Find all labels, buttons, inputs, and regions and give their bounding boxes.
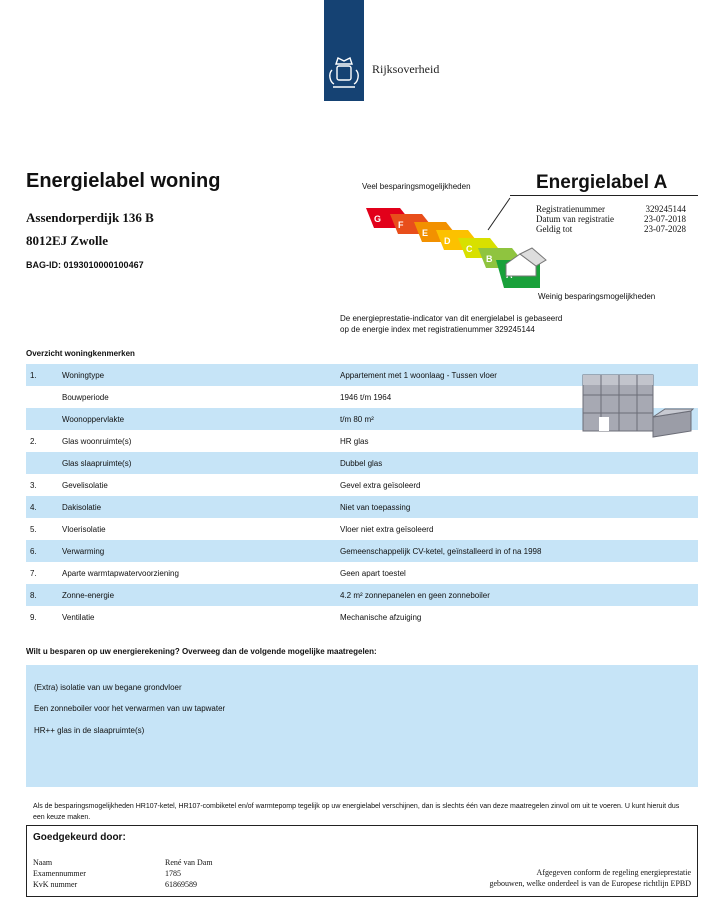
table-row: [26, 540, 698, 562]
row-value: 4.2 m² zonnepanelen en geen zonneboiler: [340, 590, 490, 600]
epbd-line-2: gebouwen, welke onderdeel is van de Europese richtlijn EPBD: [489, 879, 691, 888]
approval-value: 1785: [165, 869, 181, 878]
org-name: Rijksoverheid: [372, 62, 440, 76]
footnote: Als de besparingsmogelijkheden HR107-ketel, HR107-combiketel en/of warmtepomp tegelijk op uw energielabel verschijnen, dan is slechts één van deze maatregelen zinvol om uit te voeren. U kunt hieruit dus een keuze maken.: [33, 803, 680, 821]
apartment-building-icon: [581, 373, 695, 439]
row-number: 4.: [30, 502, 37, 512]
row-label: Dakisolatie: [62, 502, 102, 512]
measure-item: (Extra) isolatie van uw begane grondvloer: [34, 683, 182, 692]
row-label: Vloerisolatie: [62, 524, 106, 534]
approval-value: René van Dam: [165, 858, 213, 867]
row-number: 5.: [30, 524, 37, 534]
overview-heading: Overzicht woningkenmerken: [26, 349, 135, 358]
meta-value: 329245144: [645, 204, 686, 214]
row-value: HR glas: [340, 436, 369, 446]
epbd-line-1: Afgegeven conform de regeling energieprestatie: [536, 868, 691, 877]
row-label: Aparte warmtapwatervoorziening: [62, 568, 179, 578]
row-number: 7.: [30, 568, 37, 578]
meta-value: 23-07-2028: [644, 224, 686, 234]
row-label: Woningtype: [62, 370, 105, 380]
table-row: [26, 474, 698, 496]
measures-heading: Wilt u besparen op uw energierekening? Overweeg dan de volgende mogelijke maatregelen:: [26, 647, 377, 656]
label-divider: [510, 195, 698, 196]
meta-registratienummer: [536, 204, 686, 214]
row-value: Dubbel glas: [340, 458, 383, 468]
row-label: Glas woonruimte(s): [62, 436, 132, 446]
class-b-letter: B: [486, 254, 493, 264]
scale-bottom-label: Weinig besparingsmogelijkheden: [538, 292, 656, 301]
class-c-letter: C: [466, 244, 473, 254]
approval-box: [26, 825, 698, 897]
class-e-letter: E: [422, 228, 429, 238]
row-label: Woonoppervlakte: [62, 414, 125, 424]
table-row: [26, 518, 698, 540]
approval-value: 61869589: [165, 880, 197, 889]
row-number: 3.: [30, 480, 37, 490]
class-f-letter: F: [398, 220, 404, 230]
row-label: Glas slaapruimte(s): [62, 458, 132, 468]
page-title: Energielabel woning: [26, 170, 221, 192]
class-d-letter: D: [444, 236, 451, 246]
table-row: [26, 584, 698, 606]
meta-key: Datum van registratie: [536, 214, 614, 224]
measures-box: [26, 665, 698, 787]
meta-key: Geldig tot: [536, 224, 573, 234]
approval-key: KvK nummer: [33, 880, 78, 889]
ep-description: [340, 313, 620, 335]
approval-title: Goedgekeurd door:: [33, 832, 126, 843]
row-value: Gemeenschappelijk CV-ketel, geïnstalleerd in of na 1998: [340, 546, 542, 556]
row-value: Geen apart toestel: [340, 568, 406, 578]
row-value: 1946 t/m 1964: [340, 392, 392, 402]
rijksoverheid-logo: [324, 0, 364, 101]
meta-datum: [536, 214, 686, 224]
row-value: Vloer niet extra geïsoleerd: [340, 524, 434, 534]
table-row: [26, 562, 698, 584]
row-label: Gevelisolatie: [62, 480, 108, 490]
scale-top-label: Veel besparingsmogelijkheden: [362, 182, 471, 191]
approval-key: Naam: [33, 858, 53, 867]
row-value: Mechanische afzuiging: [340, 612, 422, 622]
address-street: Assendorperdijk 136 B: [26, 210, 154, 225]
table-row: [26, 606, 698, 628]
ep-line-1: De energieprestatie-indicator van dit energielabel is gebaseerd: [340, 314, 563, 323]
address-city: 8012EJ Zwolle: [26, 233, 108, 248]
meta-geldig: [536, 224, 686, 234]
energy-label-title: Energielabel A: [536, 172, 668, 193]
row-label: Zonne-energie: [62, 590, 115, 600]
row-value: Gevel extra geïsoleerd: [340, 480, 421, 490]
row-label: Verwarming: [62, 546, 105, 556]
class-g-letter: G: [374, 214, 382, 224]
pointer-line: [488, 198, 510, 230]
approval-key: Examennummer: [33, 869, 86, 878]
row-number: 2.: [30, 436, 37, 446]
table-row: [26, 496, 698, 518]
ep-line-2: op de energie index met registratienummer 329245144: [340, 325, 535, 334]
meta-key: Registratienummer: [536, 204, 605, 214]
row-label: Bouwperiode: [62, 392, 109, 402]
row-value: t/m 80 m²: [340, 414, 374, 424]
row-number: 8.: [30, 590, 37, 600]
meta-value: 23-07-2018: [644, 214, 686, 224]
bag-id: BAG-ID: 0193010000100467: [26, 260, 144, 270]
measure-item: HR++ glas in de slaapruimte(s): [34, 726, 145, 735]
row-value: Appartement met 1 woonlaag - Tussen vloer: [340, 370, 497, 380]
table-row: [26, 452, 698, 474]
measure-item: Een zonneboiler voor het verwarmen van uw tapwater: [34, 704, 226, 713]
row-number: 1.: [30, 370, 37, 380]
row-number: 9.: [30, 612, 37, 622]
row-number: 6.: [30, 546, 37, 556]
crest-icon: [324, 0, 364, 101]
row-label: Ventilatie: [62, 612, 95, 622]
row-value: Niet van toepassing: [340, 502, 411, 512]
energy-scale-graphic: [360, 196, 550, 296]
